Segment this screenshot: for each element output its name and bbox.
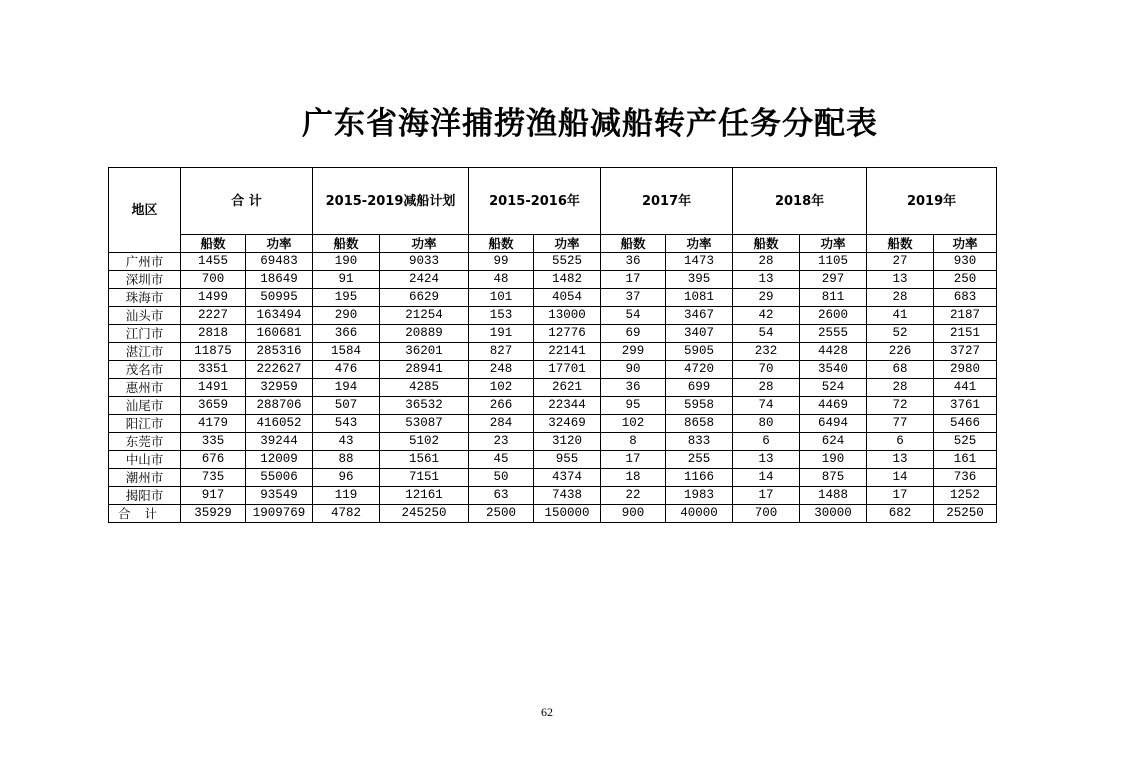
power-cell: 3727 <box>934 343 997 361</box>
group-header-plan-2015-2019: 2015-2019减船计划 <box>313 168 469 235</box>
boats-cell: 69 <box>601 325 666 343</box>
region-cell: 合计 <box>109 505 181 523</box>
boats-cell: 102 <box>469 379 534 397</box>
sub-header-power: 功率 <box>534 235 601 253</box>
boats-cell: 507 <box>313 397 380 415</box>
power-cell: 1983 <box>666 487 733 505</box>
power-cell: 2621 <box>534 379 601 397</box>
power-cell: 395 <box>666 271 733 289</box>
power-cell: 13000 <box>534 307 601 325</box>
sub-header-boats: 船数 <box>733 235 800 253</box>
total-row <box>109 505 997 523</box>
region-cell: 汕尾市 <box>109 397 181 415</box>
power-cell: 5102 <box>380 433 469 451</box>
boats-cell: 700 <box>733 505 800 523</box>
power-cell: 20889 <box>380 325 469 343</box>
power-cell: 4469 <box>800 397 867 415</box>
region-cell: 湛江市 <box>109 343 181 361</box>
power-cell: 297 <box>800 271 867 289</box>
power-cell: 833 <box>666 433 733 451</box>
sub-header-boats: 船数 <box>867 235 934 253</box>
boats-cell: 101 <box>469 289 534 307</box>
power-cell: 3120 <box>534 433 601 451</box>
power-cell: 955 <box>534 451 601 469</box>
sub-header-power: 功率 <box>380 235 469 253</box>
boats-cell: 18 <box>601 469 666 487</box>
table-row <box>109 253 997 271</box>
table-row <box>109 397 997 415</box>
boats-cell: 543 <box>313 415 380 433</box>
boats-cell: 13 <box>733 271 800 289</box>
power-cell: 683 <box>934 289 997 307</box>
boats-cell: 36 <box>601 253 666 271</box>
boats-cell: 52 <box>867 325 934 343</box>
boats-cell: 195 <box>313 289 380 307</box>
boats-cell: 80 <box>733 415 800 433</box>
power-cell: 441 <box>934 379 997 397</box>
table-row <box>109 469 997 487</box>
group-header-2017: 2017年 <box>601 168 733 235</box>
power-cell: 53087 <box>380 415 469 433</box>
boats-cell: 22 <box>601 487 666 505</box>
boats-cell: 900 <box>601 505 666 523</box>
boats-cell: 45 <box>469 451 534 469</box>
power-cell: 55006 <box>246 469 313 487</box>
power-cell: 2600 <box>800 307 867 325</box>
boats-cell: 676 <box>181 451 246 469</box>
power-cell: 5905 <box>666 343 733 361</box>
boats-cell: 70 <box>733 361 800 379</box>
boats-cell: 4782 <box>313 505 380 523</box>
table-row <box>109 379 997 397</box>
boats-cell: 1455 <box>181 253 246 271</box>
boats-cell: 72 <box>867 397 934 415</box>
table-row <box>109 325 997 343</box>
boats-cell: 232 <box>733 343 800 361</box>
boats-cell: 99 <box>469 253 534 271</box>
sub-header-boats: 船数 <box>469 235 534 253</box>
power-cell: 6629 <box>380 289 469 307</box>
boats-cell: 1584 <box>313 343 380 361</box>
boats-cell: 17 <box>733 487 800 505</box>
region-cell: 珠海市 <box>109 289 181 307</box>
power-cell: 4374 <box>534 469 601 487</box>
power-cell: 2555 <box>800 325 867 343</box>
boats-cell: 476 <box>313 361 380 379</box>
boats-cell: 77 <box>867 415 934 433</box>
power-cell: 4428 <box>800 343 867 361</box>
sub-header-boats: 船数 <box>181 235 246 253</box>
power-cell: 32469 <box>534 415 601 433</box>
boats-cell: 6 <box>867 433 934 451</box>
region-cell: 广州市 <box>109 253 181 271</box>
power-cell: 28941 <box>380 361 469 379</box>
boats-cell: 290 <box>313 307 380 325</box>
table-row <box>109 415 997 433</box>
boats-cell: 2500 <box>469 505 534 523</box>
power-cell: 93549 <box>246 487 313 505</box>
boats-cell: 27 <box>867 253 934 271</box>
power-cell: 161 <box>934 451 997 469</box>
boats-cell: 366 <box>313 325 380 343</box>
boats-cell: 17 <box>601 451 666 469</box>
power-cell: 875 <box>800 469 867 487</box>
power-cell: 7151 <box>380 469 469 487</box>
boats-cell: 48 <box>469 271 534 289</box>
power-cell: 4054 <box>534 289 601 307</box>
page-number: 62 <box>541 705 553 719</box>
boats-cell: 36 <box>601 379 666 397</box>
power-cell: 36201 <box>380 343 469 361</box>
boats-cell: 700 <box>181 271 246 289</box>
power-cell: 2980 <box>934 361 997 379</box>
boats-cell: 1499 <box>181 289 246 307</box>
boats-cell: 248 <box>469 361 534 379</box>
boats-cell: 3351 <box>181 361 246 379</box>
table-body <box>109 253 997 523</box>
group-header-2019: 2019年 <box>867 168 997 235</box>
power-cell: 32959 <box>246 379 313 397</box>
table-row <box>109 361 997 379</box>
boats-cell: 54 <box>601 307 666 325</box>
boats-cell: 299 <box>601 343 666 361</box>
boats-cell: 3659 <box>181 397 246 415</box>
boats-cell: 1491 <box>181 379 246 397</box>
power-cell: 255 <box>666 451 733 469</box>
group-header-2018: 2018年 <box>733 168 867 235</box>
power-cell: 5958 <box>666 397 733 415</box>
boats-cell: 102 <box>601 415 666 433</box>
boats-cell: 6 <box>733 433 800 451</box>
power-cell: 21254 <box>380 307 469 325</box>
power-cell: 7438 <box>534 487 601 505</box>
boats-cell: 37 <box>601 289 666 307</box>
region-cell: 阳江市 <box>109 415 181 433</box>
power-cell: 416052 <box>246 415 313 433</box>
page-title: 广东省海洋捕捞渔船减船转产任务分配表 <box>302 106 878 142</box>
boats-cell: 23 <box>469 433 534 451</box>
power-cell: 3407 <box>666 325 733 343</box>
boats-cell: 2818 <box>181 325 246 343</box>
power-cell: 1473 <box>666 253 733 271</box>
boats-cell: 88 <box>313 451 380 469</box>
power-cell: 69483 <box>246 253 313 271</box>
boats-cell: 90 <box>601 361 666 379</box>
region-cell: 江门市 <box>109 325 181 343</box>
boats-cell: 28 <box>733 379 800 397</box>
power-cell: 5525 <box>534 253 601 271</box>
power-cell: 6494 <box>800 415 867 433</box>
group-header-row <box>109 168 997 235</box>
boats-cell: 63 <box>469 487 534 505</box>
power-cell: 2187 <box>934 307 997 325</box>
region-cell: 汕头市 <box>109 307 181 325</box>
table-row <box>109 307 997 325</box>
power-cell: 12161 <box>380 487 469 505</box>
boats-cell: 95 <box>601 397 666 415</box>
power-cell: 190 <box>800 451 867 469</box>
power-cell: 9033 <box>380 253 469 271</box>
table-row <box>109 451 997 469</box>
region-cell: 惠州市 <box>109 379 181 397</box>
power-cell: 222627 <box>246 361 313 379</box>
boats-cell: 28 <box>867 289 934 307</box>
power-cell: 1252 <box>934 487 997 505</box>
power-cell: 36532 <box>380 397 469 415</box>
power-cell: 1909769 <box>246 505 313 523</box>
boats-cell: 14 <box>867 469 934 487</box>
power-cell: 40000 <box>666 505 733 523</box>
boats-cell: 28 <box>733 253 800 271</box>
power-cell: 12776 <box>534 325 601 343</box>
sub-header-boats: 船数 <box>601 235 666 253</box>
boats-cell: 191 <box>469 325 534 343</box>
power-cell: 17701 <box>534 361 601 379</box>
table-row <box>109 343 997 361</box>
power-cell: 39244 <box>246 433 313 451</box>
boats-cell: 284 <box>469 415 534 433</box>
boats-cell: 190 <box>313 253 380 271</box>
power-cell: 736 <box>934 469 997 487</box>
region-header: 地区 <box>109 168 181 253</box>
power-cell: 50995 <box>246 289 313 307</box>
task-allocation-table <box>108 167 997 523</box>
sub-header-power: 功率 <box>934 235 997 253</box>
power-cell: 624 <box>800 433 867 451</box>
boats-cell: 4179 <box>181 415 246 433</box>
power-cell: 1561 <box>380 451 469 469</box>
power-cell: 699 <box>666 379 733 397</box>
power-cell: 2151 <box>934 325 997 343</box>
table-row <box>109 271 997 289</box>
boats-cell: 28 <box>867 379 934 397</box>
boats-cell: 13 <box>733 451 800 469</box>
power-cell: 930 <box>934 253 997 271</box>
boats-cell: 8 <box>601 433 666 451</box>
power-cell: 250 <box>934 271 997 289</box>
power-cell: 25250 <box>934 505 997 523</box>
boats-cell: 50 <box>469 469 534 487</box>
boats-cell: 917 <box>181 487 246 505</box>
power-cell: 4285 <box>380 379 469 397</box>
table-row <box>109 289 997 307</box>
boats-cell: 735 <box>181 469 246 487</box>
power-cell: 1482 <box>534 271 601 289</box>
power-cell: 285316 <box>246 343 313 361</box>
power-cell: 150000 <box>534 505 601 523</box>
power-cell: 22344 <box>534 397 601 415</box>
boats-cell: 17 <box>601 271 666 289</box>
power-cell: 30000 <box>800 505 867 523</box>
boats-cell: 14 <box>733 469 800 487</box>
power-cell: 2424 <box>380 271 469 289</box>
boats-cell: 41 <box>867 307 934 325</box>
boats-cell: 266 <box>469 397 534 415</box>
boats-cell: 194 <box>313 379 380 397</box>
region-cell: 深圳市 <box>109 271 181 289</box>
region-cell: 中山市 <box>109 451 181 469</box>
power-cell: 1105 <box>800 253 867 271</box>
power-cell: 5466 <box>934 415 997 433</box>
boats-cell: 74 <box>733 397 800 415</box>
boats-cell: 682 <box>867 505 934 523</box>
power-cell: 1081 <box>666 289 733 307</box>
boats-cell: 68 <box>867 361 934 379</box>
power-cell: 524 <box>800 379 867 397</box>
region-cell: 东莞市 <box>109 433 181 451</box>
table-row <box>109 487 997 505</box>
group-header-2015-2016: 2015-2016年 <box>469 168 601 235</box>
power-cell: 288706 <box>246 397 313 415</box>
boats-cell: 96 <box>313 469 380 487</box>
sub-header-power: 功率 <box>246 235 313 253</box>
power-cell: 163494 <box>246 307 313 325</box>
boats-cell: 17 <box>867 487 934 505</box>
power-cell: 22141 <box>534 343 601 361</box>
boats-cell: 54 <box>733 325 800 343</box>
power-cell: 3467 <box>666 307 733 325</box>
sub-header-row <box>109 235 997 253</box>
boats-cell: 91 <box>313 271 380 289</box>
sub-header-boats: 船数 <box>313 235 380 253</box>
boats-cell: 13 <box>867 451 934 469</box>
sub-header-power: 功率 <box>666 235 733 253</box>
power-cell: 3761 <box>934 397 997 415</box>
power-cell: 811 <box>800 289 867 307</box>
power-cell: 160681 <box>246 325 313 343</box>
boats-cell: 2227 <box>181 307 246 325</box>
power-cell: 18649 <box>246 271 313 289</box>
power-cell: 4720 <box>666 361 733 379</box>
boats-cell: 335 <box>181 433 246 451</box>
power-cell: 245250 <box>380 505 469 523</box>
boats-cell: 226 <box>867 343 934 361</box>
boats-cell: 13 <box>867 271 934 289</box>
group-header-total: 合 计 <box>181 168 313 235</box>
boats-cell: 827 <box>469 343 534 361</box>
power-cell: 1488 <box>800 487 867 505</box>
boats-cell: 153 <box>469 307 534 325</box>
boats-cell: 29 <box>733 289 800 307</box>
boats-cell: 11875 <box>181 343 246 361</box>
power-cell: 525 <box>934 433 997 451</box>
boats-cell: 43 <box>313 433 380 451</box>
region-cell: 茂名市 <box>109 361 181 379</box>
boats-cell: 35929 <box>181 505 246 523</box>
power-cell: 12009 <box>246 451 313 469</box>
power-cell: 1166 <box>666 469 733 487</box>
table-row <box>109 433 997 451</box>
region-cell: 揭阳市 <box>109 487 181 505</box>
power-cell: 8658 <box>666 415 733 433</box>
power-cell: 3540 <box>800 361 867 379</box>
boats-cell: 119 <box>313 487 380 505</box>
boats-cell: 42 <box>733 307 800 325</box>
sub-header-power: 功率 <box>800 235 867 253</box>
region-cell: 潮州市 <box>109 469 181 487</box>
